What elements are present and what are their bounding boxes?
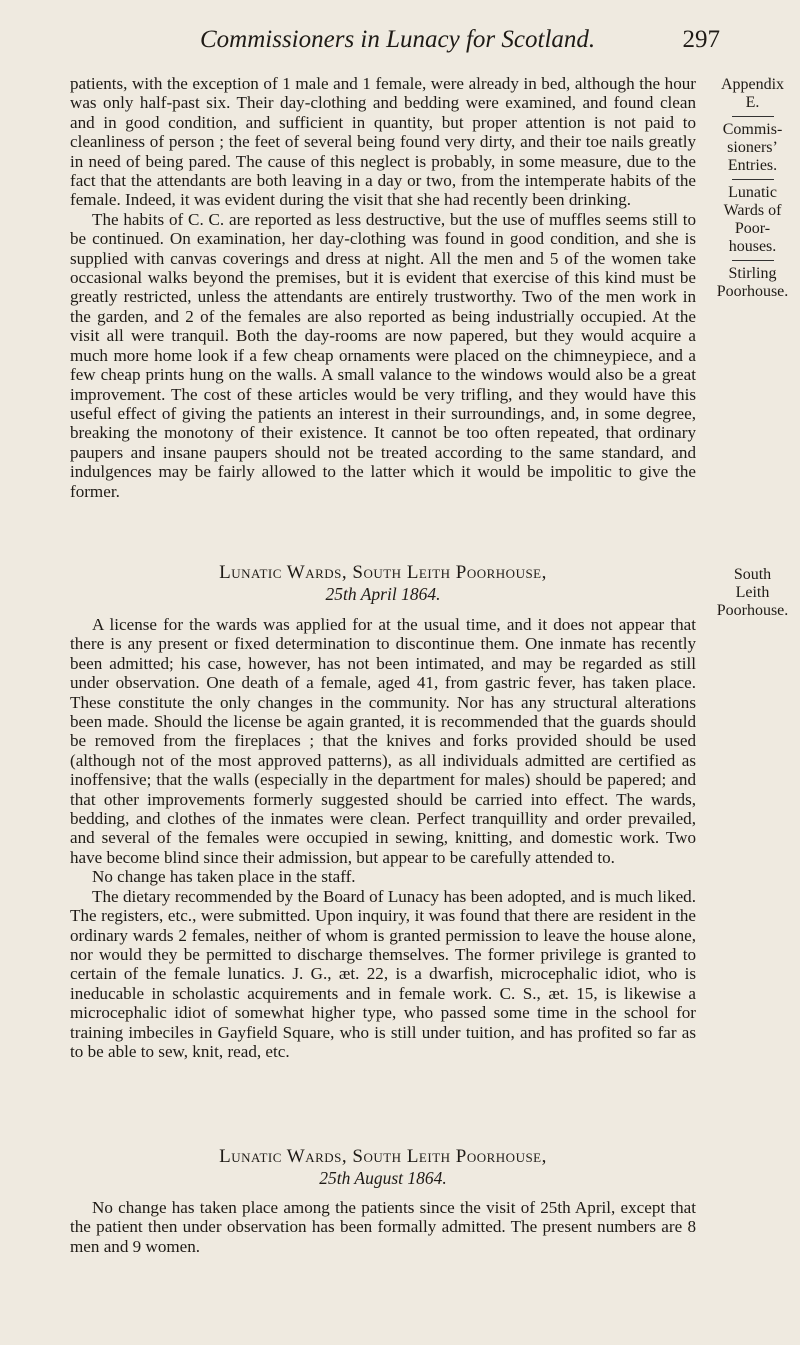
section-date: 25th April 1864. — [325, 584, 441, 604]
margin-note-line: Commis- — [722, 121, 783, 138]
margin-note-line: sioners’ — [727, 139, 778, 156]
section-heading: Lunatic Wards, South Leith Poorhouse, — [219, 1146, 547, 1167]
section-date: 25th August 1864. — [319, 1168, 447, 1188]
margin-note-line: Lunatic — [728, 184, 777, 201]
margin-note-line: South — [733, 566, 772, 583]
margin-note-line: Stirling — [728, 265, 777, 282]
paragraph: A license for the wards was applied for at the usual time, and it does not appear that there is any present or fixed determination to discontinue them. One inmate has recently been admitted; his case, however, has not been intimated, and may be regarded as still under observation. One death of a female, aged 41, from gastric fever, has taken place. These constitute the only changes in the community. Nor has any structural alterations been made. Should the license be again granted, it is recommended that the guards should be removed from the fireplaces ; that the knives and forks provided should be used (although not of the most approved patterns), as all individuals admitted are certified as inoffensive; that the walls (especially in the department for males) should be papered; and that other improvements formerly suggested should be carried into effect. The wards, bedding, and clothes of the inmates were clean. Perfect tranquillity and order prevailed, and several of the females were occupied in sewing, knitting, and domestic work. Two have become blind since their admission, but appear to be carefully attended to. — [70, 615, 696, 867]
margin-note-line: Poorhouse. — [716, 283, 789, 300]
margin-note-line: E. — [745, 94, 760, 111]
paragraph: No change has taken place among the patients since the visit of 25th April, except that the patient then under observation has been formally admitted. The present numbers are 8 men and 9 women. — [70, 1198, 696, 1256]
margin-note-line: houses. — [728, 238, 777, 255]
running-title: Commissioners in Lunacy for Scotland. — [200, 26, 596, 53]
section-stirling-text — [70, 74, 696, 501]
section-south-leith-april-text — [70, 615, 696, 1061]
margin-note-line: Appendix — [720, 76, 785, 93]
margin-note-line: Entries. — [727, 157, 778, 174]
margin-note-line: Poorhouse. — [716, 602, 789, 619]
paragraph: The dietary recommended by the Board of Lunacy has been adopted, and is much liked. The registers, etc., were submitted. Upon inquiry, it was found that there are resident in the ordinary wards 2 females, neither of whom is granted permission to leave the house alone, nor would they be permitted to discharge themselves. The former privilege is granted to certain of the female lunatics. J. G., æt. 22, is a dwarfish, microcephalic idiot, who is ineducable in scholastic acquirements and in female work. C. S., æt. 15, is likewise a microcephalic idiot of somewhat higher type, who passed some time in the school for training imbeciles in Gayfield Square, who is still under tuition, and has profited so far as to be able to sew, knit, read, etc. — [70, 886, 696, 1061]
section-heading: Lunatic Wards, South Leith Poorhouse, — [219, 562, 547, 583]
paragraph: No change has taken place in the staff. — [92, 867, 356, 887]
section-heading-august — [70, 1146, 696, 1189]
margin-note-line: Wards of — [723, 202, 782, 219]
margin-note-south-leith — [710, 566, 795, 620]
margin-note-line: Poor- — [734, 220, 771, 237]
paragraph: patients, with the exception of 1 male and 1 female, were already in bed, although the hour was only half-past six. Their day-clothing and bedding were examined, and found clean and in good condition, and sufficient in quantity, but proper attention is not paid to cleanliness of person ; the feet of several being found very dirty, and their toe nails greatly in need of being pared. The cause of this neglect is probably, in some measure, due to the fact that the attendants are both leaving in a day or two, from the intemperate habits of the female. Indeed, it was evident during the visit that she had recently been drinking. — [70, 74, 696, 210]
running-header — [200, 26, 720, 60]
divider — [732, 116, 774, 117]
section-heading-april — [70, 562, 696, 605]
section-south-leith-august-text — [70, 1198, 696, 1256]
page-number: 297 — [682, 26, 720, 53]
divider — [732, 260, 774, 261]
divider — [732, 179, 774, 180]
paragraph: The habits of C. C. are reported as less destructive, but the use of muffles seems still to be continued. On examination, her day-clothing was found in good condition, and she is supplied with canvas coverings and dress at night. All the men and 5 of the women take occasional walks beyond the premises, but it is evident that exercise of this kind must be greatly restricted, unless the attendants are entirely trustworthy. Two of the men work in the garden, and 2 of the females are also reported as being industrially occupied. At the visit all were tranquil. Both the day-rooms are now papered, but they would acquire a much more home look if a few cheap ornaments were placed on the chimneypiece, and a few cheap prints hung on the walls. A small valance to the windows would also be a great improvement. The cost of these articles would be very trifling, and they would have this useful effect of giving the patients an interest in their surroundings, and, in some degree, breaking the monotony of their existence. It cannot be too often repeated, that ordinary paupers and insane paupers should not be treated according to the same standard, and indulgences may be fairly allowed to the latter which it would be impolitic to give the former. — [70, 209, 696, 501]
margin-note-appendix — [710, 76, 795, 301]
margin-note-line: Leith — [735, 584, 770, 601]
